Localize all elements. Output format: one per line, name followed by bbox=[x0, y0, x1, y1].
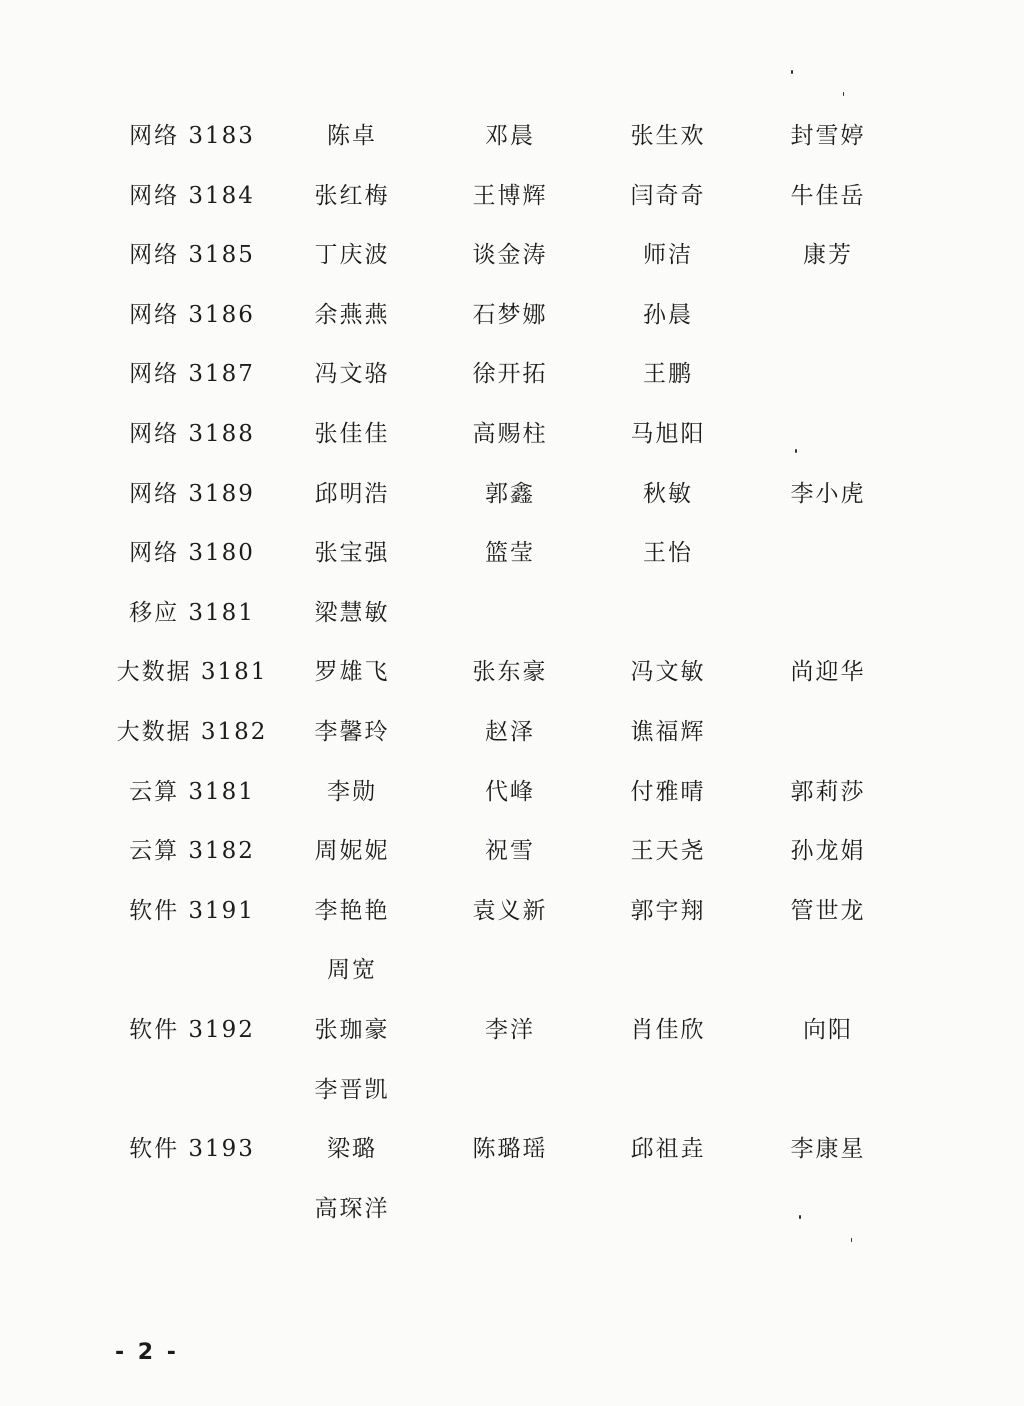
student-name: 秋敏 bbox=[643, 480, 693, 507]
student-name: 李晋凯 bbox=[314, 1076, 390, 1103]
student-name: 篮莹 bbox=[485, 540, 535, 567]
student-name: 梁璐 bbox=[327, 1136, 377, 1163]
student-name: 管世龙 bbox=[790, 897, 866, 924]
class-name: 网络 3184 bbox=[129, 182, 255, 209]
roster-row bbox=[0, 822, 1024, 882]
student-name: 封雪婷 bbox=[790, 123, 866, 149]
student-name: 肖佳欣 bbox=[630, 1016, 706, 1043]
student-name: 邱祖垚 bbox=[630, 1136, 706, 1163]
student-name: 冯文敏 bbox=[630, 659, 706, 686]
roster-row bbox=[0, 703, 1024, 763]
student-name: 向阳 bbox=[803, 1016, 853, 1043]
roster-row bbox=[0, 1001, 1024, 1061]
student-name: 陈卓 bbox=[327, 123, 377, 149]
class-name: 移应 3181 bbox=[129, 599, 255, 626]
roster-row bbox=[0, 584, 1024, 644]
student-name: 康芳 bbox=[803, 242, 853, 269]
scan-speck bbox=[791, 70, 793, 74]
class-name: 云算 3181 bbox=[129, 778, 255, 805]
student-name: 张珈豪 bbox=[314, 1016, 390, 1043]
scan-speck bbox=[795, 449, 797, 453]
scan-speck bbox=[843, 92, 844, 96]
student-name: 王鹏 bbox=[643, 361, 693, 388]
class-name: 软件 3193 bbox=[129, 1136, 255, 1163]
page-number: - 2 - bbox=[115, 1340, 179, 1365]
student-name: 周妮妮 bbox=[314, 838, 390, 865]
roster-row bbox=[0, 882, 1024, 942]
student-name: 冯文骆 bbox=[314, 361, 390, 388]
student-name: 王博辉 bbox=[472, 182, 548, 209]
student-name: 祝雪 bbox=[485, 838, 535, 865]
student-name: 孙晨 bbox=[643, 301, 693, 328]
student-name: 李馨玲 bbox=[314, 718, 390, 745]
roster-row bbox=[0, 345, 1024, 405]
student-name: 邓晨 bbox=[485, 123, 535, 149]
roster-row bbox=[0, 643, 1024, 703]
class-name: 大数据 3182 bbox=[116, 718, 268, 745]
student-name: 付雅晴 bbox=[630, 778, 706, 805]
student-name: 王怡 bbox=[643, 540, 693, 567]
student-name: 张佳佳 bbox=[314, 420, 390, 447]
student-name: 陈璐瑶 bbox=[472, 1136, 548, 1163]
roster-row bbox=[0, 524, 1024, 584]
student-name: 李小虎 bbox=[790, 480, 866, 507]
student-name: 余燕燕 bbox=[314, 301, 390, 328]
student-name: 袁义新 bbox=[472, 897, 548, 924]
roster-row bbox=[0, 226, 1024, 286]
roster-row bbox=[0, 167, 1024, 227]
student-name: 高琛洋 bbox=[314, 1195, 390, 1222]
roster-row bbox=[0, 465, 1024, 525]
class-name: 网络 3180 bbox=[129, 540, 255, 567]
roster-row bbox=[0, 1061, 1024, 1121]
student-name: 张红梅 bbox=[314, 182, 390, 209]
student-name: 谈金涛 bbox=[472, 242, 548, 269]
student-name: 闫奇奇 bbox=[630, 182, 706, 209]
class-name: 网络 3188 bbox=[129, 420, 255, 447]
student-name: 罗雄飞 bbox=[314, 659, 390, 686]
student-name: 牛佳岳 bbox=[790, 182, 866, 209]
scan-speck bbox=[851, 1238, 852, 1242]
student-name: 郭莉莎 bbox=[790, 778, 866, 805]
student-name: 张生欢 bbox=[630, 123, 706, 149]
class-name: 大数据 3181 bbox=[116, 659, 268, 686]
class-name: 网络 3183 bbox=[129, 123, 255, 149]
student-name: 谯福辉 bbox=[630, 718, 706, 745]
student-name: 郭宇翔 bbox=[630, 897, 706, 924]
class-name: 网络 3189 bbox=[129, 480, 255, 507]
student-name: 孙龙娟 bbox=[790, 838, 866, 865]
student-name: 石梦娜 bbox=[472, 301, 548, 328]
name-roster bbox=[0, 107, 1024, 1239]
roster-row bbox=[0, 1120, 1024, 1180]
roster-row bbox=[0, 941, 1024, 1001]
student-name: 李康星 bbox=[790, 1136, 866, 1163]
roster-row bbox=[0, 1180, 1024, 1240]
student-name: 李艳艳 bbox=[314, 897, 390, 924]
scan-speck bbox=[799, 1215, 801, 1219]
student-name: 张东豪 bbox=[472, 659, 548, 686]
student-name: 张宝强 bbox=[314, 540, 390, 567]
student-name: 梁慧敏 bbox=[314, 599, 390, 626]
student-name: 代峰 bbox=[485, 778, 535, 805]
student-name: 周宽 bbox=[327, 957, 377, 984]
roster-row bbox=[0, 107, 1024, 167]
student-name: 尚迎华 bbox=[790, 659, 866, 686]
class-name: 网络 3185 bbox=[129, 242, 255, 269]
student-name: 王天尧 bbox=[630, 838, 706, 865]
student-name: 李勋 bbox=[327, 778, 377, 805]
student-name: 师洁 bbox=[643, 242, 693, 269]
student-name: 李洋 bbox=[485, 1016, 535, 1043]
class-name: 软件 3191 bbox=[129, 897, 255, 924]
roster-row bbox=[0, 405, 1024, 465]
roster-row bbox=[0, 763, 1024, 823]
student-name: 赵泽 bbox=[485, 718, 535, 745]
student-name: 徐开拓 bbox=[472, 361, 548, 388]
student-name: 丁庆波 bbox=[314, 242, 390, 269]
student-name: 高赐柱 bbox=[472, 420, 548, 447]
class-name: 网络 3187 bbox=[129, 361, 255, 388]
student-name: 郭鑫 bbox=[485, 480, 535, 507]
class-name: 软件 3192 bbox=[129, 1016, 255, 1043]
class-name: 网络 3186 bbox=[129, 301, 255, 328]
class-name: 云算 3182 bbox=[129, 838, 255, 865]
roster-row bbox=[0, 286, 1024, 346]
student-name: 邱明浩 bbox=[314, 480, 390, 507]
student-name: 马旭阳 bbox=[630, 420, 706, 447]
